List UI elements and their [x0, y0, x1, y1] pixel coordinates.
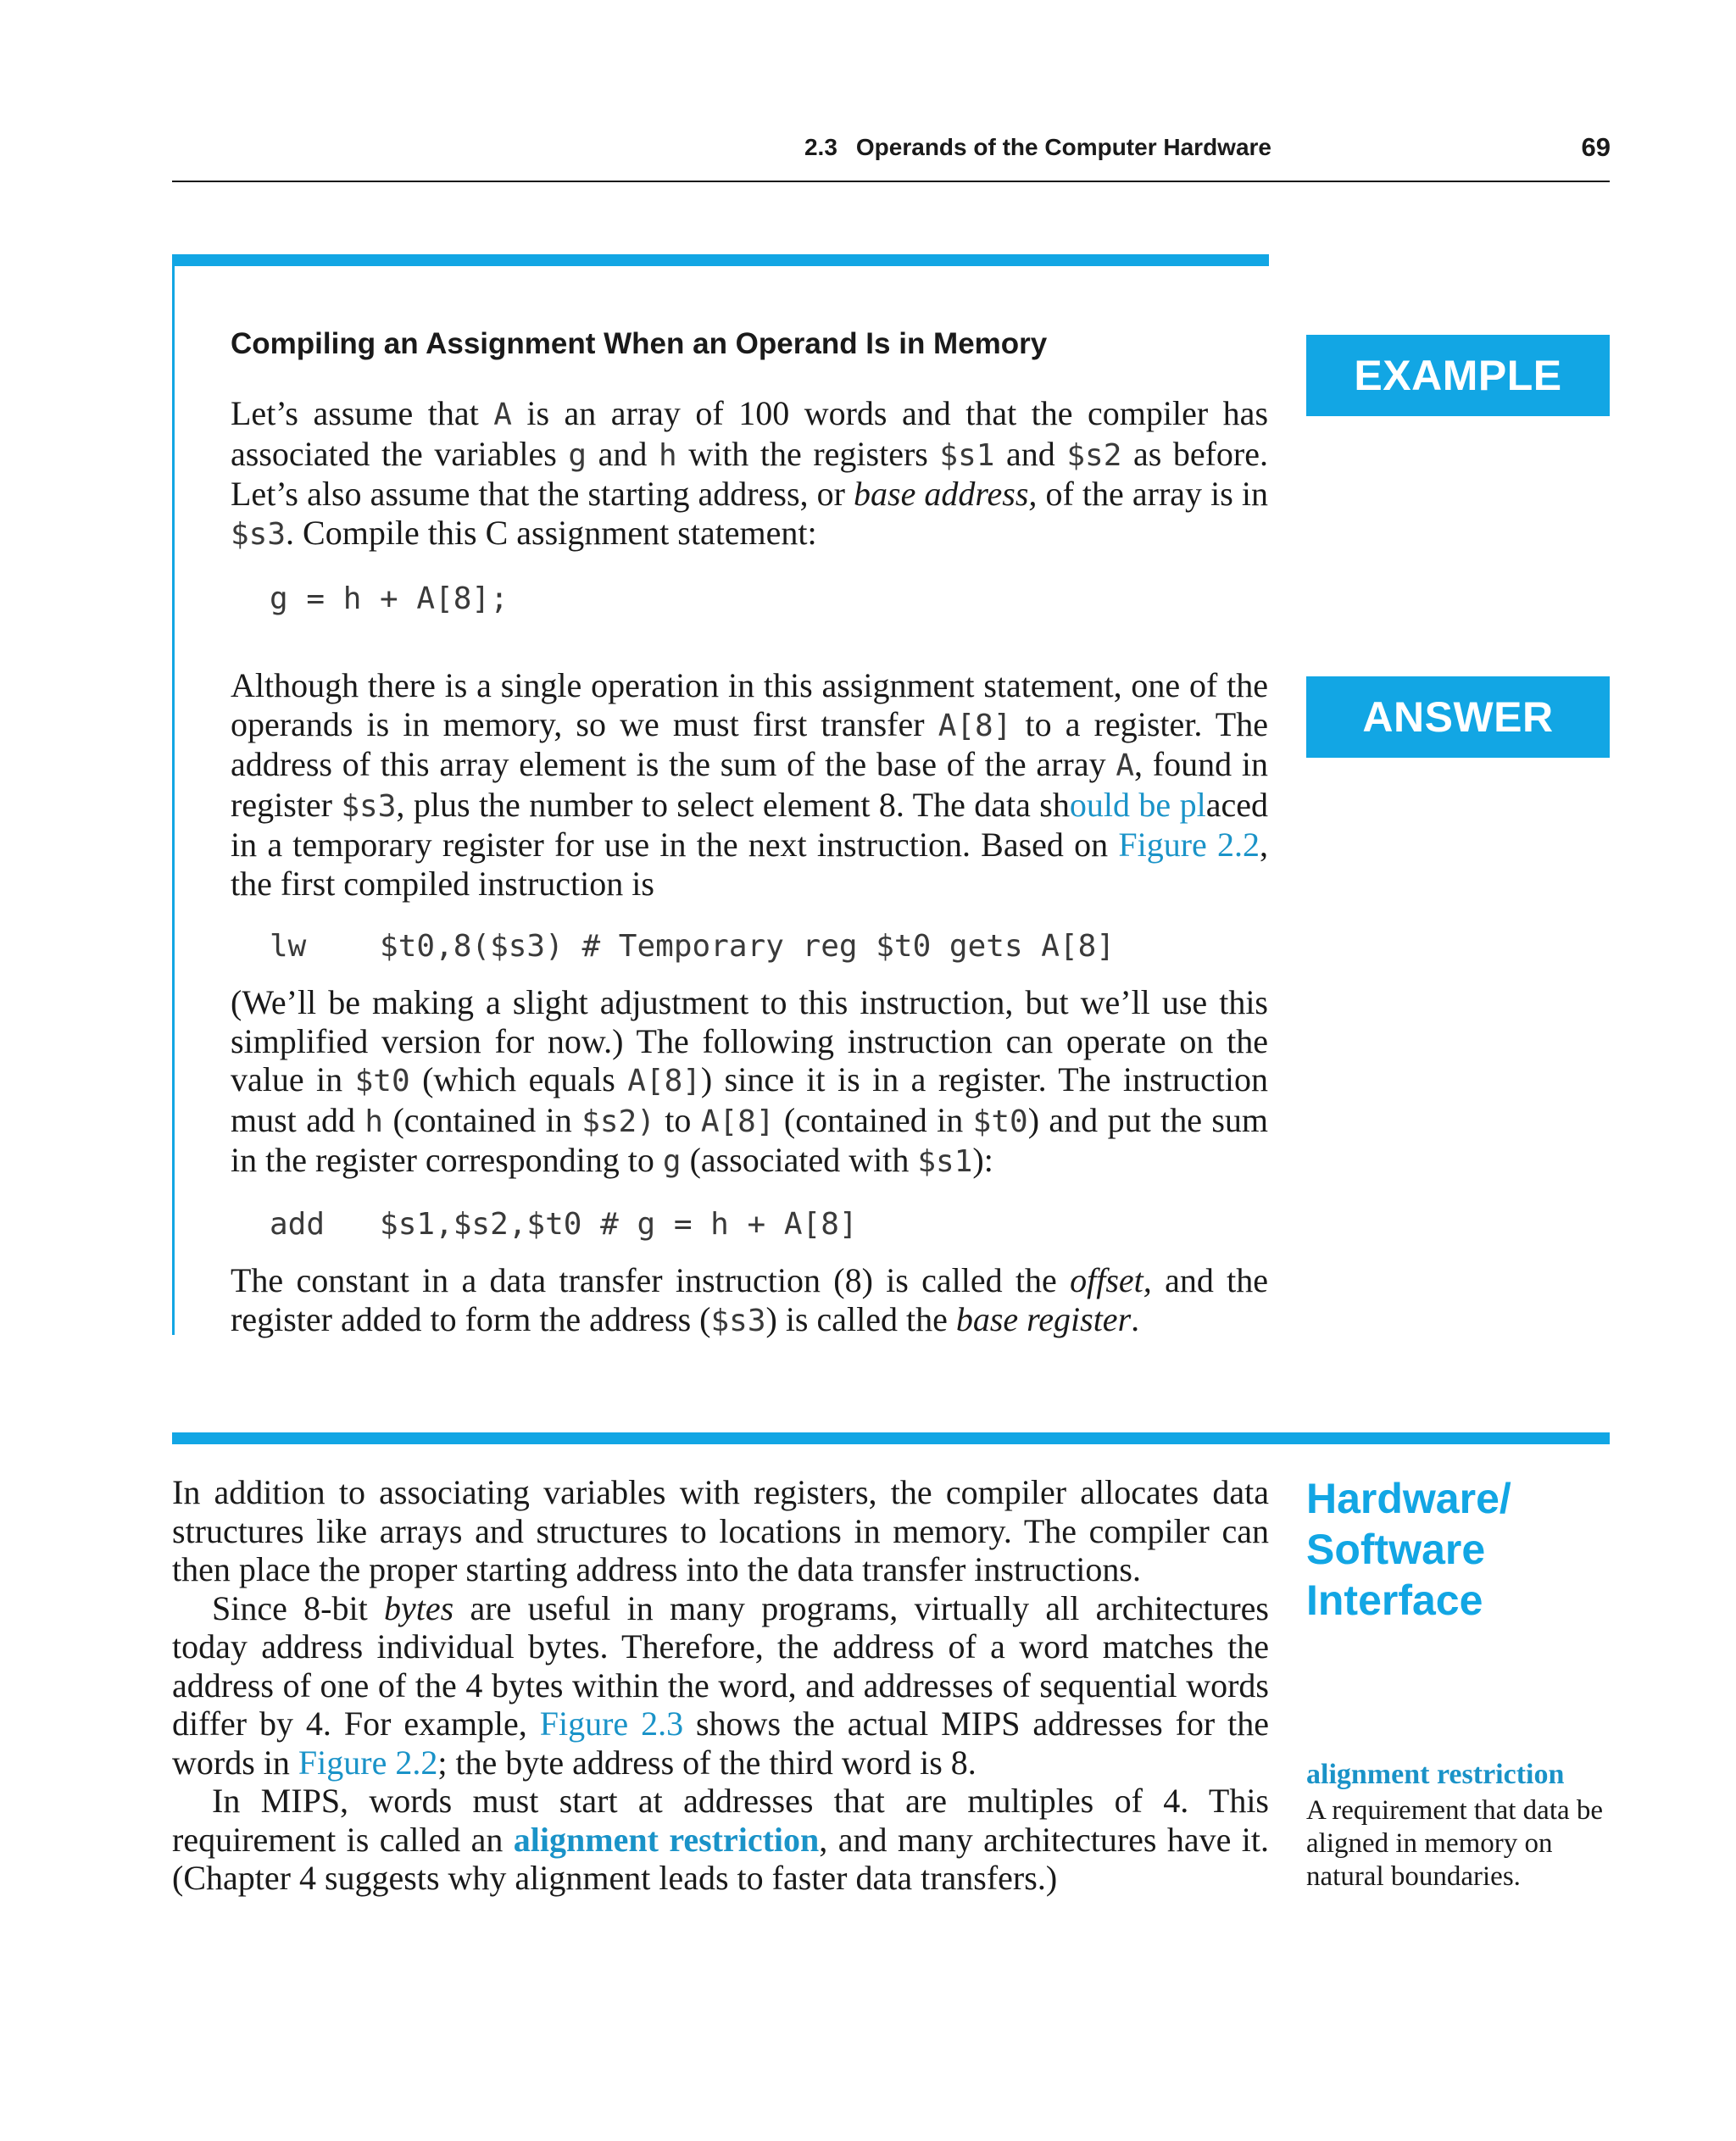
- italic-term: bytes: [384, 1588, 454, 1627]
- code-inline: g: [662, 1144, 682, 1179]
- text: , and many architectures have it. (Chapter 4 suggests why alignment leads to faster data transfers.): [172, 1820, 1269, 1897]
- text: (contained in: [774, 1100, 973, 1139]
- code-inline: $s3: [710, 1303, 766, 1338]
- code-inline: $t0: [972, 1104, 1028, 1139]
- text: (which equals: [409, 1060, 628, 1098]
- code-inline: g: [568, 437, 587, 473]
- interface-title-line: Interface: [1306, 1577, 1483, 1624]
- text: are useful in many programs, virtually all architectures today address individual bytes. Therefore, the address of a word matches the address of one of the 4 bytes within the word, and addresses of sequential words differ by 4. For example,: [172, 1588, 1269, 1743]
- example-paragraph: [231, 394, 1268, 553]
- code-inline: $t0: [354, 1064, 410, 1098]
- text: The constant in a data transfer instruction (8) is called the: [231, 1261, 1071, 1299]
- text: .: [1131, 1299, 1140, 1338]
- text: ):: [972, 1141, 993, 1179]
- interface-paragraph: [172, 1589, 1269, 1782]
- code-inline: A: [1116, 748, 1135, 783]
- code-inline: $s2: [1066, 437, 1122, 473]
- text: with the registers: [676, 434, 940, 473]
- interface-title-line: Software: [1306, 1526, 1486, 1573]
- text: to a register. The address of this array element is the sum of the base of the array: [231, 704, 1268, 783]
- example-tag: EXAMPLE: [1306, 335, 1610, 416]
- text: , plus the number to select element 8. The data sh: [396, 785, 1070, 824]
- text: (contained in: [383, 1100, 582, 1139]
- section-number: 2.3: [804, 134, 837, 160]
- text: ; the byte address of the third word is 8.: [437, 1743, 976, 1782]
- page-number: 69: [1581, 132, 1611, 162]
- code-inline: $s1: [917, 1144, 973, 1179]
- code-inline: A[8]: [700, 1104, 775, 1139]
- text: aced in a temporary register for use in the next instruction. Based on: [231, 785, 1268, 864]
- code-block-lw: lw $t0,8($s3) # Temporary reg $t0 gets A[8]: [270, 929, 1115, 964]
- text: . Compile this C assignment statement:: [286, 513, 817, 552]
- code-inline: A[8]: [938, 708, 1012, 743]
- text: and: [587, 434, 659, 473]
- text: (We’ll be making a slight adjustment to this instruction, but we’ll use this simplified version for now.) The following instruction can operate on the value in: [231, 983, 1268, 1098]
- section-title: Operands of the Computer Hardware: [855, 134, 1271, 160]
- interface-title: [1306, 1473, 1611, 1626]
- example-left-rule: [172, 254, 175, 1335]
- example-top-bar: [172, 254, 1269, 266]
- code-inline: $s3: [231, 516, 287, 552]
- code-block-c: g = h + A[8];: [270, 581, 509, 616]
- text: Although there is a single operation in this assignment statement, one of the operands is in memory, so we must first transfer: [231, 666, 1268, 743]
- interface-title-line: Hardware/: [1306, 1475, 1511, 1522]
- code-block-add: add $s1,$s2,$t0 # g = h + A[8]: [270, 1207, 858, 1242]
- code-inline: A[8]: [627, 1064, 701, 1098]
- text: ) since it is in a register. The instruction must add: [231, 1060, 1268, 1139]
- figure-link[interactable]: Figure 2.2: [298, 1743, 438, 1782]
- interface-body: [172, 1473, 1269, 1898]
- code-inline: $s2): [581, 1104, 655, 1139]
- text: and the register added to form the address (: [231, 1261, 1268, 1338]
- text: ) is called the: [765, 1299, 956, 1338]
- code-inline: A: [493, 398, 512, 432]
- text: as before. Let’s also assume that the starting address, or: [231, 434, 1268, 513]
- glossary-term: alignment restriction: [1306, 1759, 1565, 1790]
- answer-tag: ANSWER: [1306, 676, 1610, 758]
- interface-paragraph: [172, 1782, 1269, 1898]
- text: of the array is in: [1037, 475, 1268, 513]
- header-rule: [172, 181, 1610, 182]
- text: ) and put the sum in the register corresponding to: [231, 1100, 1269, 1179]
- figure-link[interactable]: Figure 2.3: [539, 1704, 684, 1743]
- answer-paragraph: [231, 666, 1268, 903]
- highlighted-text: ould be pl: [1069, 785, 1206, 824]
- italic-term: base register: [955, 1299, 1132, 1338]
- text: Since 8-bit: [212, 1588, 384, 1627]
- offset-paragraph: [231, 1261, 1268, 1340]
- figure-link[interactable]: Figure 2.2: [1118, 826, 1260, 864]
- text: , found in register: [231, 745, 1268, 824]
- glossary-term-link[interactable]: alignment restriction: [513, 1820, 820, 1859]
- text: (associated with: [681, 1141, 918, 1179]
- code-inline: h: [364, 1104, 384, 1139]
- interface-top-bar: [172, 1432, 1610, 1444]
- code-inline: $s3: [341, 788, 397, 824]
- glossary-definition: A requirement that data be aligned in memory on natural boundaries.: [1306, 1795, 1604, 1892]
- text: In MIPS, words must start at addresses that are multiples of 4. This requirement is called an: [172, 1782, 1269, 1859]
- text: and: [994, 434, 1067, 473]
- italic-term: offset,: [1070, 1261, 1152, 1299]
- example-title: Compiling an Assignment When an Operand Is in Memory: [231, 327, 1048, 360]
- text: , the first compiled instruction is: [231, 826, 1269, 903]
- interface-paragraph: In addition to associating variables with registers, the compiler allocates data structures like arrays and structures to locations in memory. The compiler can then place the proper starting address into the data transfer instructions.: [172, 1473, 1269, 1588]
- text: Let’s assume that: [231, 394, 494, 432]
- text: to: [654, 1100, 701, 1139]
- text: is an array of 100 words and that the compiler has associated the variables: [231, 394, 1269, 473]
- adjustment-paragraph: [231, 983, 1268, 1182]
- code-inline: $s1: [939, 437, 995, 473]
- italic-term: base address,: [854, 475, 1038, 513]
- code-inline: h: [658, 437, 677, 473]
- running-head: [170, 134, 1271, 161]
- text: shows the actual MIPS addresses for the words in: [172, 1704, 1269, 1782]
